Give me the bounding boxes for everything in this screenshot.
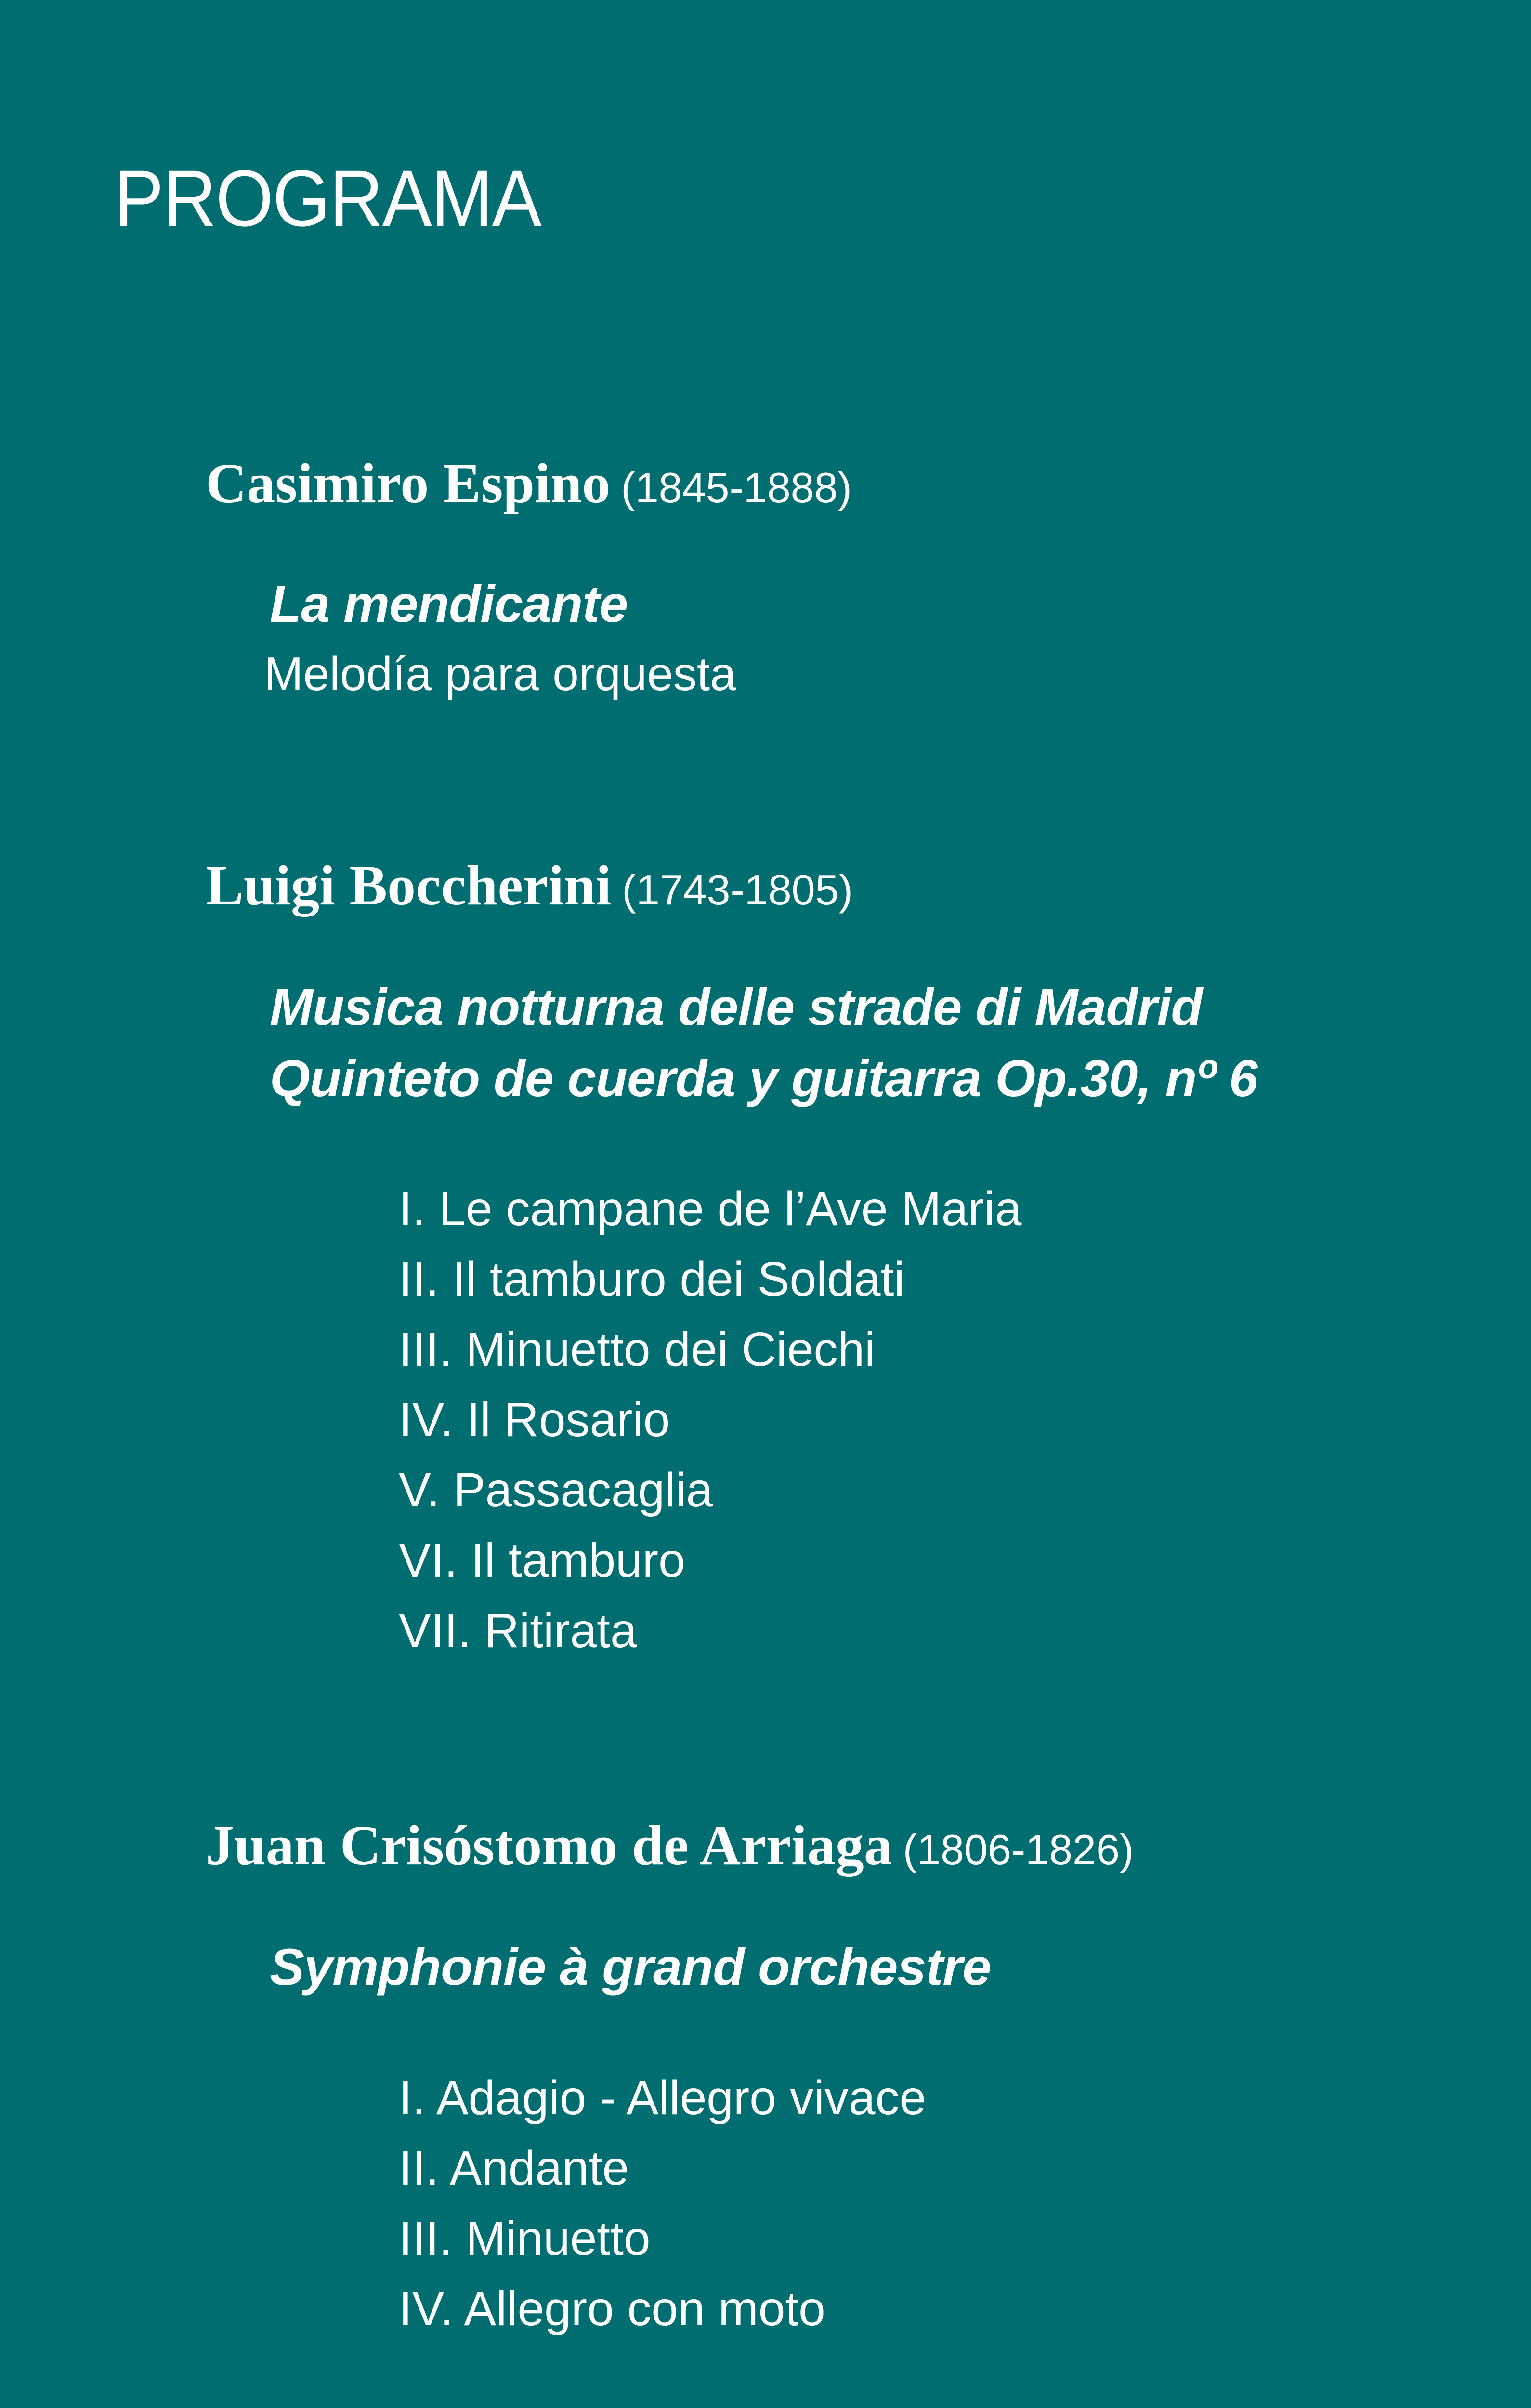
work-title-line: Symphonie à grand orchestre	[270, 1937, 991, 1996]
movement-item: II. Il tamburo dei Soldati	[399, 1252, 905, 1306]
composer-dates: (1845-1888)	[621, 464, 852, 511]
movement-item: VI. Il tamburo	[399, 1533, 685, 1587]
movement-item: IV. Allegro con moto	[399, 2282, 825, 2336]
composer-name: Juan Crisóstomo de Arriaga	[206, 1814, 892, 1877]
movement-item: III. Minuetto dei Ciechi	[399, 1322, 876, 1376]
movement-item: I. Adagio - Allegro vivace	[399, 2071, 927, 2125]
composer-name: Casimiro Espino	[206, 452, 611, 515]
movement-item: V. Passacaglia	[399, 1463, 713, 1517]
work-title-line: La mendicante	[270, 575, 628, 633]
composer-dates: (1806-1826)	[903, 1826, 1134, 1873]
movement-item: III. Minuetto	[399, 2212, 651, 2265]
composer-dates: (1743-1805)	[622, 866, 853, 914]
movement-item: II. Andante	[399, 2141, 629, 2195]
composer-name: Luigi Boccherini	[206, 854, 612, 917]
page-title: PROGRAMA	[114, 154, 541, 243]
movement-item: VII. Ritirata	[399, 1604, 637, 1658]
work-title-line: Quinteto de cuerda y guitarra Op.30, nº 6	[270, 1049, 1257, 1107]
work-title-line: Musica notturna delle strade di Madrid	[270, 978, 1203, 1036]
movement-item: I. Le campane de l’Ave Maria	[399, 1182, 1022, 1236]
work-subtitle: Melodía para orquesta	[264, 647, 736, 700]
movement-item: IV. Il Rosario	[399, 1393, 670, 1447]
